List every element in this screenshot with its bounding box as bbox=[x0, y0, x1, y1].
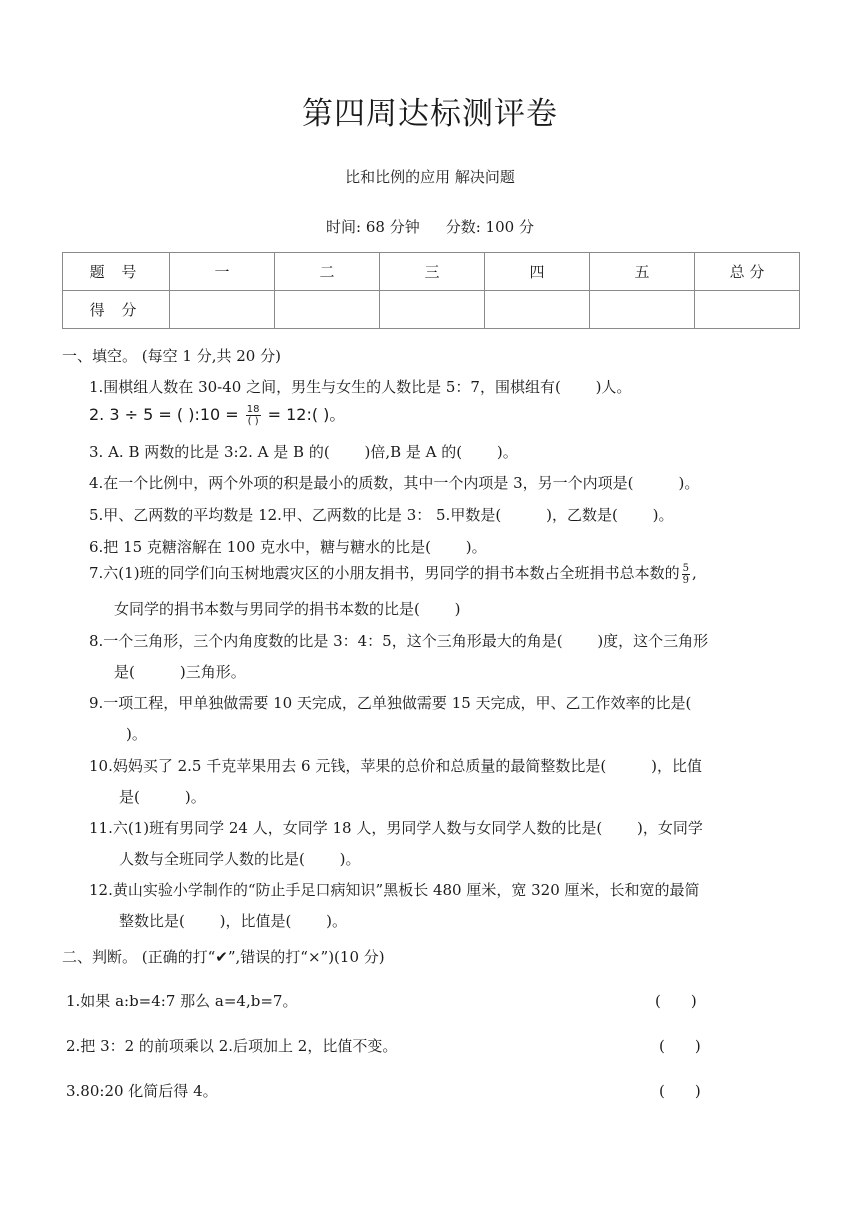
q7-comma: , bbox=[691, 564, 697, 582]
score-cell[interactable] bbox=[695, 291, 800, 329]
answer-parentheses[interactable]: ( ) bbox=[655, 992, 697, 1010]
header-cell: 二 bbox=[275, 253, 380, 291]
score-cell[interactable] bbox=[275, 291, 380, 329]
header-cell: 四 bbox=[485, 253, 590, 291]
question-1: 1.围棋组人数在 30-40 之间，男生与女生的人数比是 5：7，围棋组有( )人。 bbox=[89, 378, 632, 396]
question-9-line-2: )。 bbox=[126, 725, 147, 743]
header-cell: 五 bbox=[590, 253, 695, 291]
fraction-denominator: ( ) bbox=[247, 416, 259, 427]
judgment-item-1: 1.如果 a:b=4:7 那么 a=4,b=7。 bbox=[66, 992, 298, 1010]
answer-parentheses[interactable]: ( ) bbox=[659, 1082, 701, 1100]
question-2 bbox=[89, 402, 345, 427]
question-3: 3. A. B 两数的比是 3:2. A 是 B 的( )倍,B 是 A 的( )。 bbox=[89, 443, 518, 461]
header-cell: 三 bbox=[380, 253, 485, 291]
score-table-score-row bbox=[63, 291, 800, 329]
question-8-line-2: 是( )三角形。 bbox=[114, 663, 246, 681]
judgment-item-2: 2.把 3：2 的前项乘以 2.后项加上 2，比值不变。 bbox=[66, 1037, 398, 1055]
time-label: 时间: 68 分钟 bbox=[326, 218, 420, 236]
score-cell[interactable] bbox=[170, 291, 275, 329]
question-12-line-1: 12.黄山实验小学制作的“防止手足口病知识”黑板长 480 厘米，宽 320 厘米，长和宽的最简 bbox=[89, 881, 700, 899]
question-7-line-2: 女同学的捐书本数与男同学的捐书本数的比是( ) bbox=[114, 600, 461, 618]
header-cell: 题 号 bbox=[63, 253, 170, 291]
answer-parentheses[interactable]: ( ) bbox=[659, 1037, 701, 1055]
q2-fraction bbox=[246, 404, 261, 427]
page-title: 第四周达标测评卷 bbox=[302, 96, 558, 132]
header-cell: 一 bbox=[170, 253, 275, 291]
question-12-line-2: 整数比是( )，比值是( )。 bbox=[119, 912, 347, 930]
question-9-line-1: 9.一项工程，甲单独做需要 10 天完成，乙单独做需要 15 天完成，甲、乙工作效率的比是( bbox=[89, 694, 692, 712]
header-cell: 总 分 bbox=[695, 253, 800, 291]
question-10-line-2: 是( )。 bbox=[119, 788, 206, 806]
fraction-numerator: 5 bbox=[682, 562, 689, 574]
score-label: 分数: 100 分 bbox=[445, 218, 534, 236]
q7-text: 7.六(1)班的同学们向玉树地震灾区的小朋友捐书，男同学的捐书本数占全班捐书总本数的 bbox=[89, 564, 680, 582]
question-7-line-1 bbox=[89, 562, 697, 586]
fraction-denominator: 9 bbox=[682, 574, 689, 586]
score-cell[interactable] bbox=[485, 291, 590, 329]
question-8-line-1: 8.一个三角形，三个内角度数的比是 3：4：5，这个三角形最大的角是( )度，这个三角形 bbox=[89, 632, 709, 650]
question-4: 4.在一个比例中，两个外项的积是最小的质数，其中一个内项是 3，另一个内项是( )。 bbox=[89, 474, 700, 492]
fraction-numerator: 18 bbox=[246, 404, 260, 415]
section1-heading: 一、填空。 (每空 1 分,共 20 分) bbox=[62, 347, 281, 365]
page-subtitle: 比和比例的应用 解决问题 bbox=[345, 168, 515, 186]
question-10-line-1: 10.妈妈买了 2.5 千克苹果用去 6 元钱，苹果的总价和总质量的最简整数比是( )，比值 bbox=[89, 757, 703, 775]
q2-part-a: 2. 3 ÷ 5 = ( ):10 = bbox=[89, 405, 239, 424]
row-label-cell: 得 分 bbox=[63, 291, 170, 329]
score-cell[interactable] bbox=[380, 291, 485, 329]
exam-info bbox=[0, 216, 860, 237]
score-cell[interactable] bbox=[590, 291, 695, 329]
question-11-line-1: 11.六(1)班有男同学 24 人，女同学 18 人，男同学人数与女同学人数的比是( )，女同学 bbox=[89, 819, 703, 837]
question-11-line-2: 人数与全班同学人数的比是( )。 bbox=[119, 850, 361, 868]
q2-part-b: = 12:( )。 bbox=[267, 405, 346, 424]
score-table-header-row bbox=[63, 253, 800, 291]
question-5: 5.甲、乙两数的平均数是 12.甲、乙两数的比是 3： 5.甲数是( )，乙数是( )。 bbox=[89, 506, 674, 524]
score-table bbox=[62, 252, 800, 329]
q7-fraction bbox=[682, 563, 690, 586]
judgment-item-3: 3.80:20 化简后得 4。 bbox=[66, 1082, 218, 1100]
question-6: 6.把 15 克糖溶解在 100 克水中，糖与糖水的比是( )。 bbox=[89, 538, 487, 556]
section2-heading: 二、判断。 (正确的打“✔”,错误的打“×”)(10 分) bbox=[62, 948, 385, 966]
